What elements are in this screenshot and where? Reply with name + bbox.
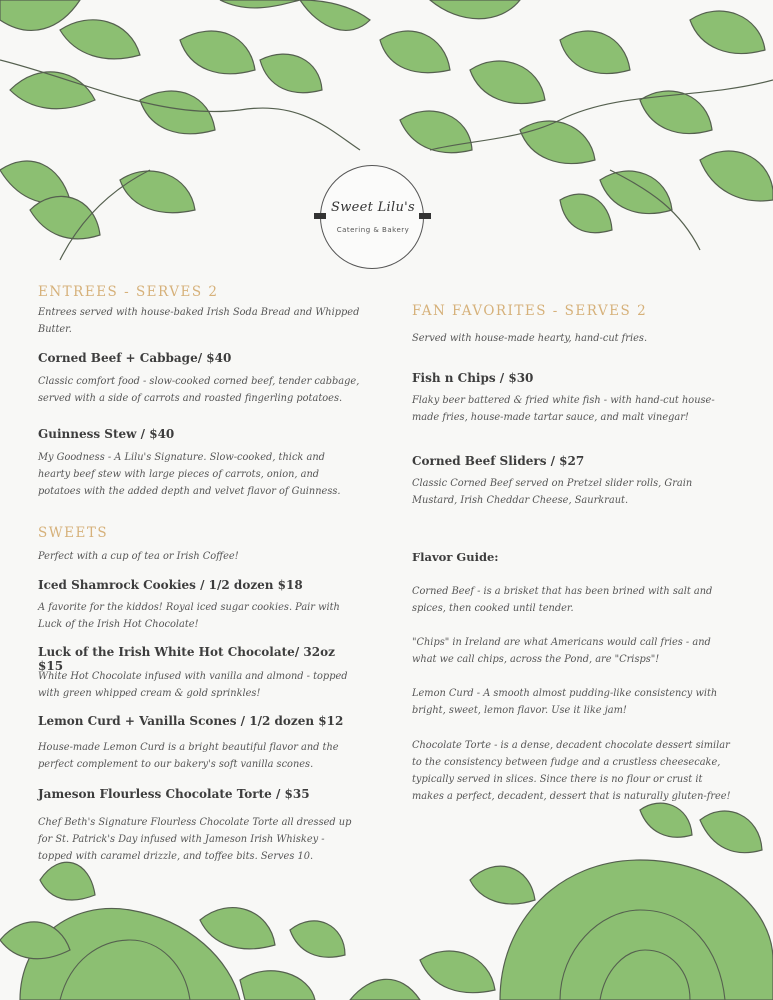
menu-item-desc: House-made Lemon Curd is a bright beautiful flavor and the perfect complement to our bakery's soft vanilla scones. bbox=[38, 742, 339, 770]
menu-item-title: Fish n Chips / $30 bbox=[412, 371, 534, 385]
menu-item-title: Corned Beef Sliders / $27 bbox=[412, 454, 585, 468]
flavor-guide-entry: Corned Beef - is a brisket that has been brined with salt and spices, then cooked until tender. bbox=[412, 586, 713, 614]
menu-item-title: Iced Shamrock Cookies / 1/2 dozen $18 bbox=[38, 578, 303, 592]
flavor-guide-entry: Chocolate Torte - is a dense, decadent chocolate dessert similar to the consistency between fudge and a crustless cheesecake, typically served in slices. Since there is no flour or crust it makes a perfect, decadent, dessert that is naturally gluten-free! bbox=[412, 740, 731, 802]
menu-item-desc: A favorite for the kiddos! Royal iced sugar cookies. Pair with Luck of the Irish Hot Chocolate! bbox=[38, 602, 340, 630]
menu-item-desc: My Goodness - A Lilu's Signature. Slow-cooked, thick and hearty beef stew with large pieces of carrots, onion, and potatoes with the added depth and velvet flavor of Guinness. bbox=[38, 452, 341, 497]
menu-item-desc: Classic Corned Beef served on Pretzel slider rolls, Grain Mustard, Irish Cheddar Cheese, Saurkraut. bbox=[412, 478, 693, 506]
logo-name: Sweet Lilu's bbox=[331, 200, 415, 215]
menu-item-title: Corned Beef + Cabbage/ $40 bbox=[38, 351, 232, 365]
menu-item-title: Jameson Flourless Chocolate Torte / $35 bbox=[38, 787, 310, 801]
entrees-heading: ENTREES - SERVES 2 bbox=[38, 284, 219, 300]
sweets-intro: Perfect with a cup of tea or Irish Coffee! bbox=[38, 551, 239, 562]
menu-item-desc: White Hot Chocolate infused with vanilla and almond - topped with green whipped cream & gold sprinkles! bbox=[38, 671, 348, 699]
flavor-guide-title: Flavor Guide: bbox=[412, 550, 499, 564]
brand-logo bbox=[317, 162, 429, 274]
menu-item-title: Lemon Curd + Vanilla Scones / 1/2 dozen $12 bbox=[38, 714, 344, 728]
logo-tagline: Catering & Bakery bbox=[336, 226, 410, 234]
sweets-heading: SWEETS bbox=[38, 525, 109, 541]
menu-item-desc: Classic comfort food - slow-cooked corned beef, tender cabbage, served with a side of carrots and roasted fingerling potatoes. bbox=[38, 376, 360, 404]
menu-item-title: Luck of the Irish White Hot Chocolate/ 32oz $15 bbox=[38, 645, 335, 673]
fan-favorites-heading: FAN FAVORITES - SERVES 2 bbox=[412, 303, 648, 319]
logo-ring bbox=[320, 165, 424, 269]
fan-favorites-intro: Served with house-made hearty, hand-cut fries. bbox=[412, 333, 648, 344]
menu-item-desc: Chef Beth's Signature Flourless Chocolate Torte all dressed up for St. Patrick's Day infused with Jameson Irish Whiskey - topped with caramel drizzle, and toffee bits. Serves 10. bbox=[38, 817, 352, 862]
menu-item-desc: Flaky beer battered & fried white fish - with hand-cut house-made fries, house-made tartar sauce, and malt vinegar! bbox=[412, 395, 715, 423]
flavor-guide-entry: "Chips" in Ireland are what Americans would call fries - and what we call chips, across the Pond, are "Crisps"! bbox=[412, 637, 711, 665]
flavor-guide-entry: Lemon Curd - A smooth almost pudding-like consistency with bright, sweet, lemon flavor. Use it like jam! bbox=[412, 688, 718, 716]
entrees-intro: Entrees served with house-baked Irish Soda Bread and Whipped Butter. bbox=[38, 307, 360, 335]
menu-item-title: Guinness Stew / $40 bbox=[38, 427, 175, 441]
